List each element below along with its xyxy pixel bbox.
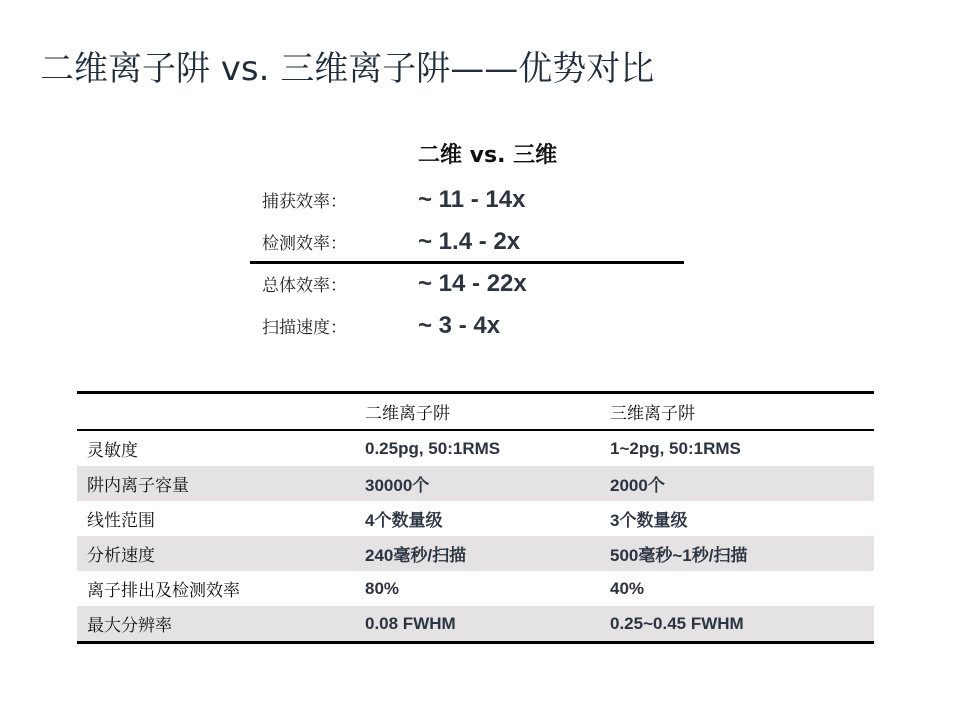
table-cell-2d: 80% <box>365 578 400 598</box>
summary-label: 捕获效率： <box>262 192 347 212</box>
summary-value: ~ 1.4 - 2x <box>418 228 521 255</box>
table-row <box>77 606 874 643</box>
table-row <box>77 571 874 606</box>
table-cell-2d: 0.08 FWHM <box>365 613 456 633</box>
table-cell-2d: 0.25pg, 50:1RMS <box>365 438 501 458</box>
table-cell-metric: 分析速度 <box>87 546 155 566</box>
table-cell-metric: 线性范围 <box>87 511 155 531</box>
table-cell-metric: 离子排出及检测效率 <box>87 581 240 601</box>
summary-row-overall <box>262 264 682 304</box>
table-header-metric <box>77 393 355 431</box>
table-header-2d: 二维离子阱 <box>355 393 600 431</box>
summary-label: 扫描速度： <box>262 318 347 338</box>
table-cell-3d: 1~2pg, 50:1RMS <box>610 438 741 458</box>
summary-value: ~ 3 - 4x <box>418 312 501 339</box>
table-cell-metric: 最大分辨率 <box>87 616 172 636</box>
table-row <box>77 430 874 466</box>
comparison-table <box>77 391 874 644</box>
table-cell-3d: 2000个 <box>610 476 665 495</box>
summary-header: 二维 vs. 三维 <box>418 143 558 168</box>
summary-value: ~ 11 - 14x <box>418 186 526 213</box>
table-cell-3d: 500毫秒~1秒/扫描 <box>610 546 748 565</box>
table-cell-2d: 30000个 <box>365 476 430 495</box>
table-header-row <box>77 393 874 431</box>
table-cell-2d: 240毫秒/扫描 <box>365 546 467 565</box>
summary-label: 总体效率： <box>262 276 347 296</box>
summary-label: 检测效率： <box>262 234 347 254</box>
summary-row-capture <box>262 180 682 220</box>
table-row <box>77 536 874 571</box>
table-cell-metric: 阱内离子容量 <box>87 476 189 496</box>
table-cell-metric: 灵敏度 <box>87 441 138 461</box>
summary-row-scan-speed <box>262 306 682 346</box>
table-row <box>77 466 874 501</box>
table-cell-2d: 4个数量级 <box>365 511 443 530</box>
table-cell-3d: 40% <box>610 578 645 598</box>
table-cell-3d: 3个数量级 <box>610 511 688 530</box>
summary-row-detection <box>262 222 682 262</box>
summary-value: ~ 14 - 22x <box>418 270 527 297</box>
table-header-3d: 三维离子阱 <box>600 393 874 431</box>
table-cell-3d: 0.25~0.45 FWHM <box>610 613 744 633</box>
slide-title: 二维离子阱 vs. 三维离子阱——优势对比 <box>40 48 655 89</box>
table-row <box>77 501 874 536</box>
